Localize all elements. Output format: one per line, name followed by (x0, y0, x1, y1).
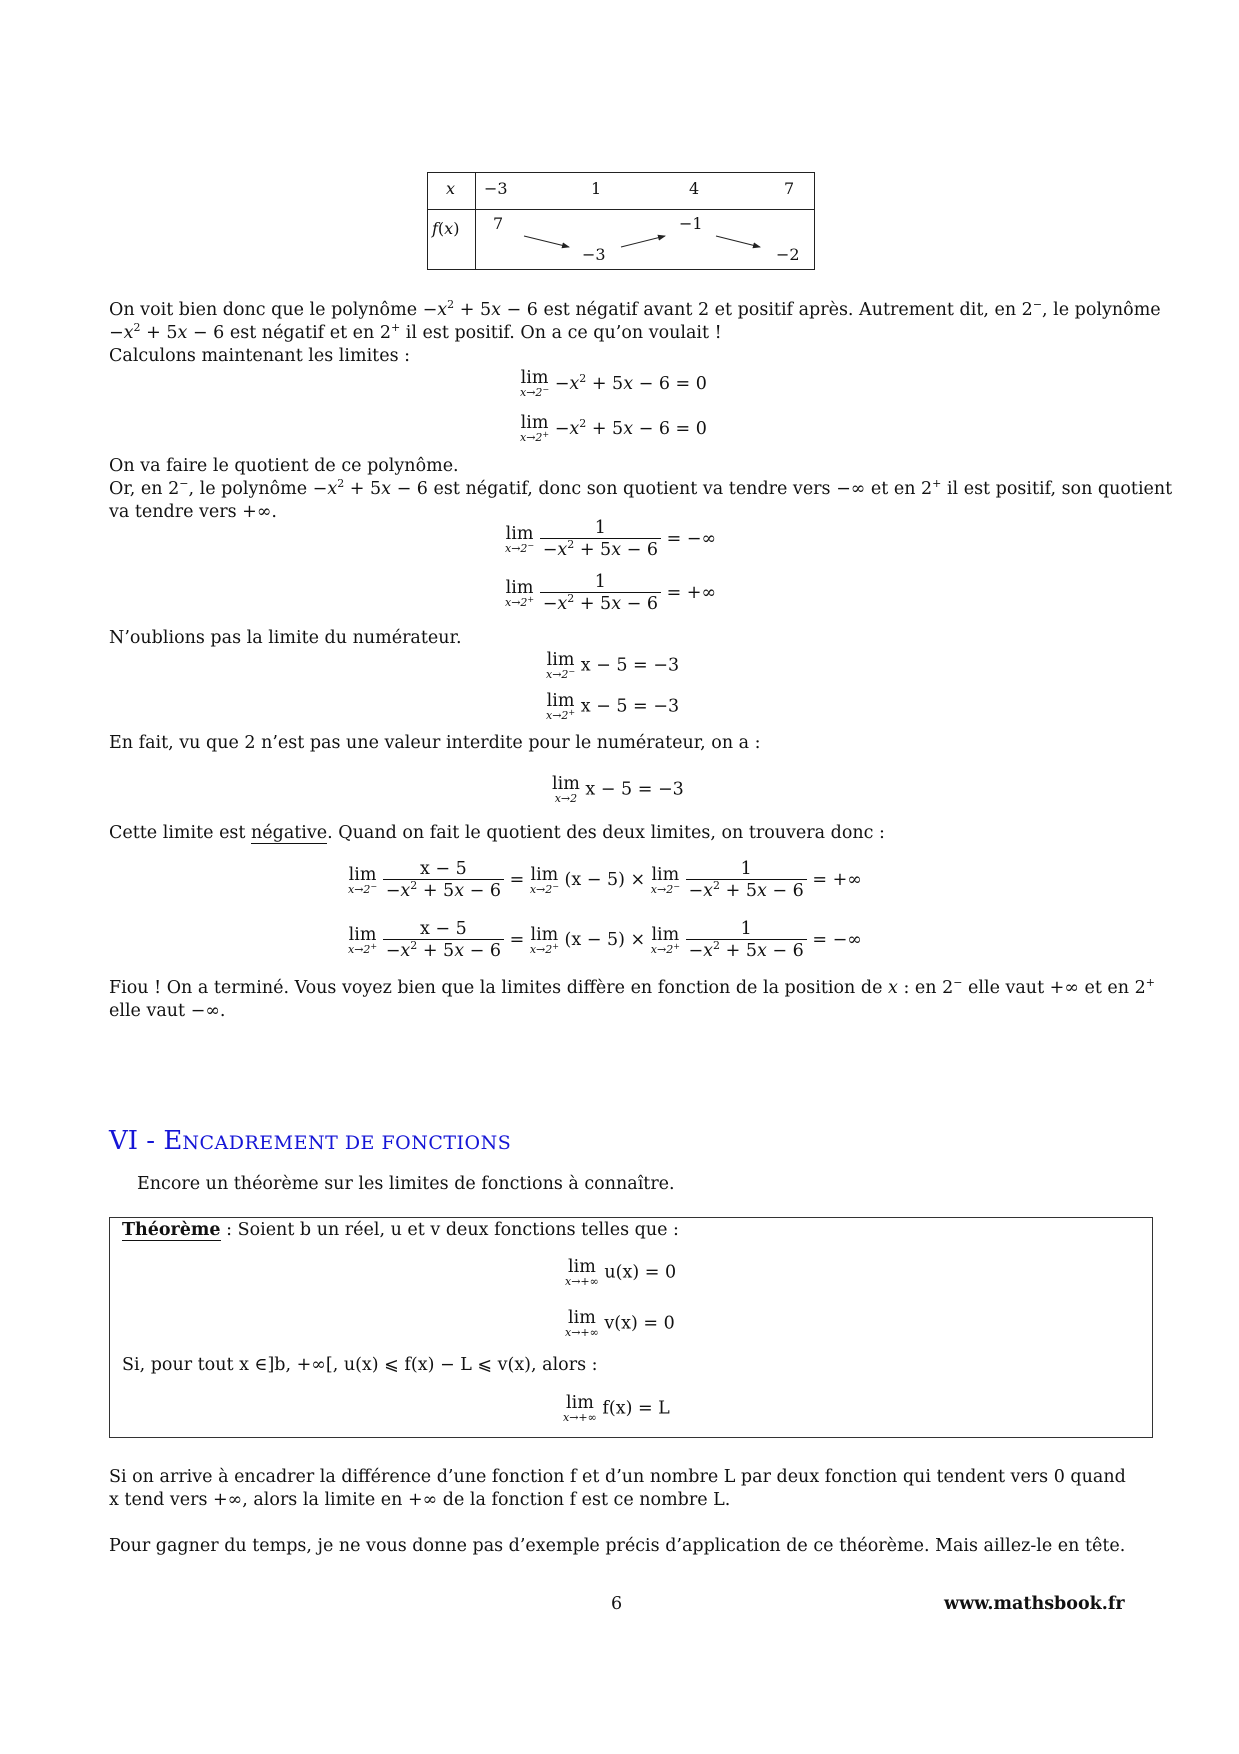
theorem-eq-u: lim x→+∞ u(x) = 0 (565, 1257, 677, 1288)
equation-lim-quotient-right: lim x→2+ $\frac{x - 5}{-x^2 + 5x - 6}$ = lim x→2+ (x − 5) × lim x→2+ $\frac{1}{-x^2 + 5x - 6}$ = −∞ (348, 919, 862, 961)
table-f-value: −3 (582, 245, 606, 264)
paragraph-line: On voit bien donc que le polynôme $-x^2 + 5x - 6$ est négatif avant 2 et positif après. Autrement dit, en 2−, le polynôme (109, 298, 1161, 320)
equation-lim-numerator-right: lim x→2+ x − 5 = −3 (546, 691, 680, 722)
table-x-value: 4 (689, 179, 700, 198)
paragraph-line: On va faire le quotient de ce polynôme. (109, 456, 459, 476)
paragraph-line: Or, en 2−, le polynôme $-x^2 + 5x - 6$ est négatif, donc son quotient va tendre vers −∞ et en 2+ il est positif, son quotient (109, 477, 1173, 499)
section-heading: VI - ENCADREMENT DE FONCTIONS (109, 1126, 512, 1156)
paragraph-line: elle vaut −∞. (109, 1001, 226, 1021)
section-intro: Encore un théorème sur les limites de fonctions à connaître. (137, 1174, 675, 1194)
table-x-label: x (446, 179, 456, 198)
table-f-label: f(x) (432, 219, 460, 238)
arrow-down-1 (524, 236, 569, 247)
equation-lim-reciprocal-right: lim x→2+ $\frac{1}{-x^2 + 5x - 6}$ = +∞ (505, 572, 717, 614)
equation-lim-numerator: lim x→2 x − 5 = −3 (552, 774, 684, 805)
paragraph-line: Calculons maintenant les limites : (109, 346, 411, 366)
paragraph-line: Cette limite est négative. Quand on fait le quotient des deux limites, on trouvera donc : (109, 823, 885, 843)
paragraph-line: En fait, vu que 2 n’est pas une valeur interdite pour le numérateur, on a : (109, 733, 761, 753)
theorem-eq-v: lim x→+∞ v(x) = 0 (565, 1308, 675, 1339)
theorem-statement: Théorème : Soient b un réel, u et v deux fonctions telles que : (122, 1220, 679, 1240)
table-x-value: 1 (591, 179, 602, 198)
equation-lim-reciprocal-left: lim x→2− $\frac{1}{-x^2 + 5x - 6}$ = −∞ (505, 518, 717, 560)
site-link[interactable]: www.mathsbook.fr (944, 1594, 1125, 1614)
table-f-value: 7 (493, 214, 504, 233)
equation-lim-poly-right: lim x→2+ $-x^2 + 5x - 6 = 0$ (520, 413, 707, 444)
paragraph-line: x tend vers +∞, alors la limite en +∞ de la fonction f est ce nombre L. (109, 1490, 731, 1510)
paragraph-line: Pour gagner du temps, je ne vous donne pas d’exemple précis d’application de ce théorème. Mais aillez-le en tête. (109, 1536, 1126, 1556)
theorem-condition: Si, pour tout x ∈]b, +∞[, u(x) ⩽ f(x) − L ⩽ v(x), alors : (122, 1355, 598, 1375)
paragraph-line: $-x^2 + 5x - 6$ est négatif et en 2+ il est positif. On a ce qu’on voulait ! (109, 321, 722, 343)
table-x-value: −3 (484, 179, 508, 198)
paragraph-line: va tendre vers +∞. (109, 502, 277, 522)
arrow-down-2 (716, 236, 760, 247)
paragraph-line: N’oublions pas la limite du numérateur. (109, 628, 462, 648)
table-f-value: −1 (679, 214, 703, 233)
paragraph-line: Fiou ! On a terminé. Vous voyez bien que la limites diffère en fonction de la position de x : en 2− elle vaut +∞ et en 2+ (109, 976, 1155, 998)
equation-lim-poly-left: lim x→2− $-x^2 + 5x - 6 = 0$ (520, 368, 707, 399)
variation-arrows (428, 173, 814, 269)
theorem-label: Théorème (122, 1220, 221, 1240)
variation-table (427, 172, 815, 270)
theorem-eq-f: lim x→+∞ f(x) = L (563, 1393, 670, 1424)
paragraph-line: Si on arrive à encadrer la différence d’une fonction f et d’un nombre L par deux fonction qui tendent vers 0 quand (109, 1467, 1126, 1487)
table-x-value: 7 (784, 179, 795, 198)
arrow-up (621, 236, 665, 247)
page-number: 6 (611, 1594, 623, 1614)
table-f-value: −2 (776, 245, 800, 264)
equation-lim-numerator-left: lim x→2− x − 5 = −3 (546, 650, 680, 681)
equation-lim-quotient-left: lim x→2− $\frac{x - 5}{-x^2 + 5x - 6}$ = lim x→2− (x − 5) × lim x→2− $\frac{1}{-x^2 + 5x - 6}$ = +∞ (348, 859, 862, 901)
